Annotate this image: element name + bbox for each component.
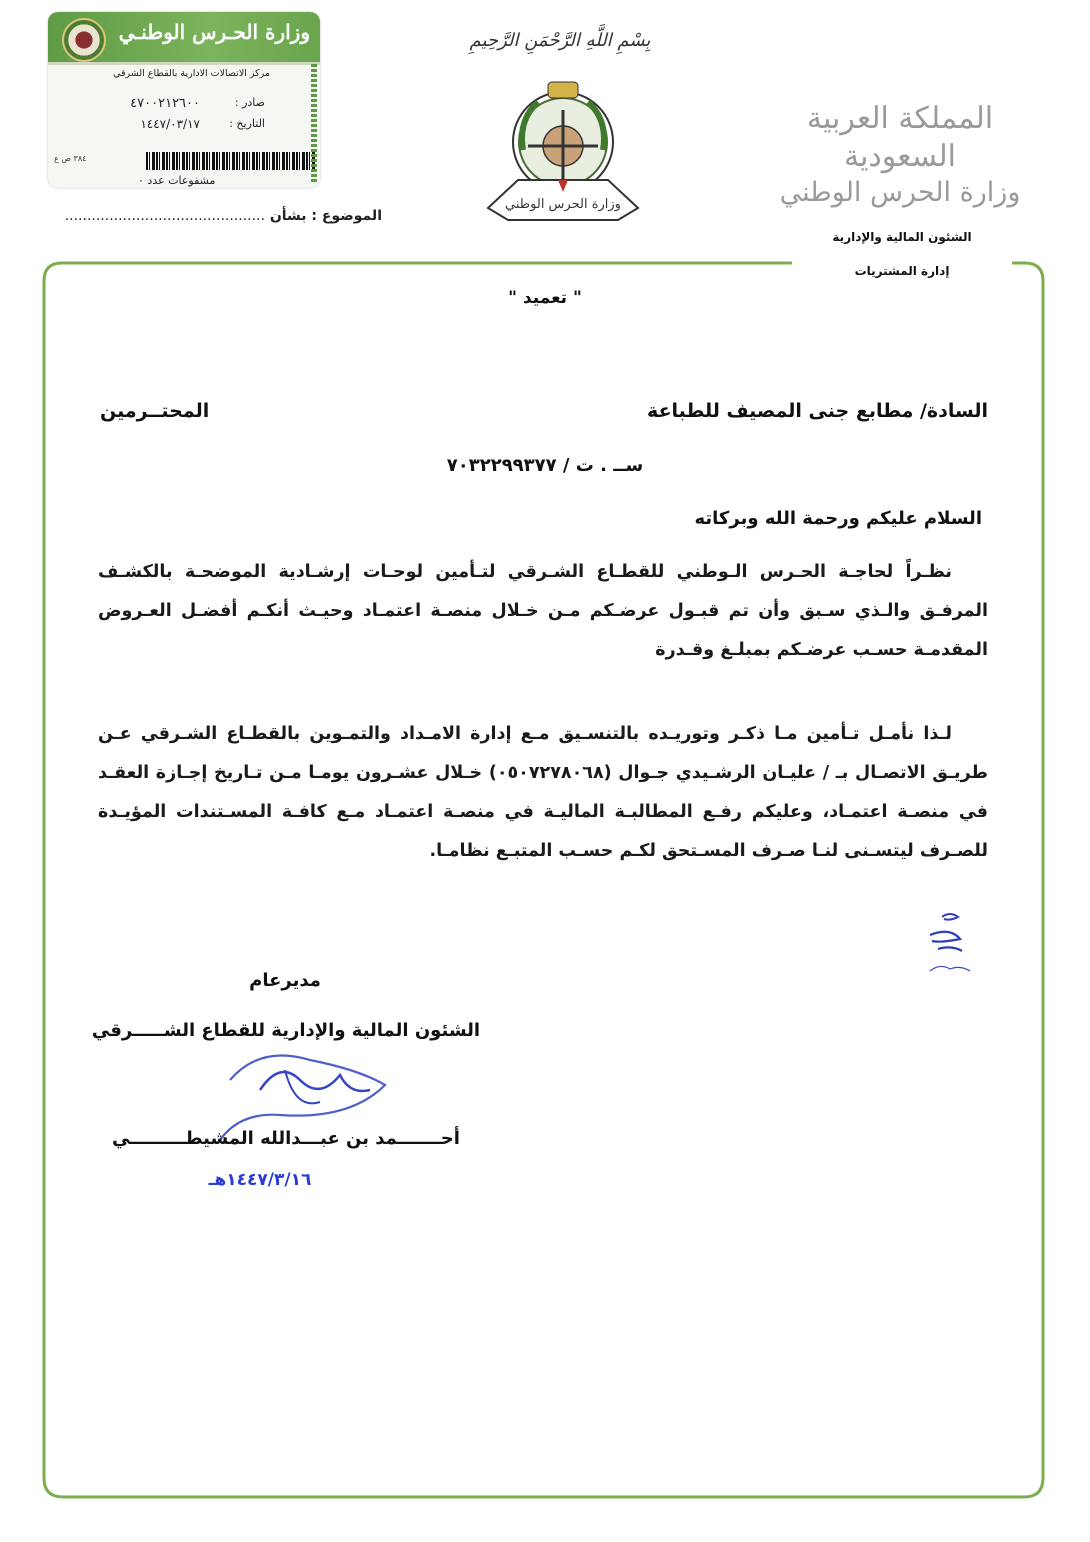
department-finance-admin: الشئون المالية والإدارية <box>832 230 972 244</box>
signatory-name: أحـــــــمد بن عبـــدالله المشيطـــــــــي <box>112 1128 460 1149</box>
incoming-stamp <box>48 12 320 188</box>
addressee: السادة/ مطابع جنى المصيف للطباعة <box>647 400 988 422</box>
basmala: بِسْمِ اللَّهِ الرَّحْمَنِ الرَّحِيمِ <box>469 30 651 51</box>
barcode <box>146 152 316 170</box>
national-guard-emblem-icon <box>478 80 648 225</box>
emblem-caption: وزارة الحرس الوطني <box>505 197 621 212</box>
commercial-registration: ســ . ت / ٧٠٣٢٢٩٩٣٧٧ <box>446 455 644 476</box>
stamp-side-barcode <box>311 64 317 184</box>
letter-title: " تعميد " <box>508 288 582 308</box>
stamp-date-value: ١٤٤٧/٠٣/١٧ <box>140 117 200 131</box>
ministry-name: وزارة الحرس الوطني <box>779 177 1021 208</box>
stamp-attachments: مشفوعات عدد ٠ <box>138 174 216 187</box>
kingdom-header <box>770 100 1030 210</box>
signature-date: ١٤٤٧/٣/١٦هـ <box>208 1170 312 1190</box>
kingdom-name: المملكة العربية السعودية <box>806 101 994 174</box>
stamp-date-label: التاريخ : <box>229 117 265 130</box>
stamp-center-name: مركز الاتصالات الادارية بالقطاع الشرقي <box>113 68 270 79</box>
subject-label: الموضوع : بشأن <box>269 208 382 224</box>
honorific: المحتــرمين <box>100 400 210 422</box>
subject-line <box>62 208 382 224</box>
subject-dots: ............................................. <box>64 208 265 224</box>
stamp-issued-number: ٤٧٠٠٢١٢٦٠٠ <box>130 96 200 111</box>
paragraph-1: نظـراً لحاجـة الحـرس الـوطني للقطـاع الشـرقي لتـأمين لوحـات إرشـادية الموضحـة بالكشـف المرفـق والـذي سـبق وأن تم قبـول عرضـكم مـن خـلال منصـة اعتمـاد وحيـث أنكـم أفضـل العـروض المقدمـة حسـب عرضـكم بمبلـغ وقـدرة <box>98 562 988 660</box>
stamp-issued-label: صادر : <box>234 96 265 109</box>
signatory-department: الشئون المالية والإدارية للقطاع الشـــــرقي <box>91 1020 481 1041</box>
stamp-time-code: ٣٨٤ ص ع <box>54 154 87 163</box>
stamp-banner <box>48 12 320 65</box>
department-procurement: إدارة المشتريات <box>854 264 950 278</box>
greeting: السلام عليكم ورحمة الله وبركاته <box>694 508 982 529</box>
paragraph-2: لـذا نأمـل تـأمين مـا ذكـر وتوريـده بالتنسـيق مـع إدارة الامـداد والتمـوين بالقطـاع الشـرقي عـن طريـق الاتصـال بـ / عليـان الرشـيدي جـوال (٠٥٠٧٢٧٨٠٦٨) خـلال عشـرون يومـا مـن تـاريخ إجـازة العقـد في منصـة اعتمـاد، وعليكم رفـع المطالبـة الماليـة في منصـة اعتمـاد مـع كافـة المسـتندات المؤيـدة للصـرف ليتسـنى لنـا صـرف المسـتحق لكـم حسـب المتبـع نظامـا. <box>98 724 988 861</box>
signatory-title: مديرعام <box>249 970 321 991</box>
stamp-ministry-title: وزارة الحـرس الوطنـي <box>118 20 310 44</box>
ministry-emblem-icon <box>62 18 106 62</box>
initials-signature-icon <box>920 905 1000 985</box>
